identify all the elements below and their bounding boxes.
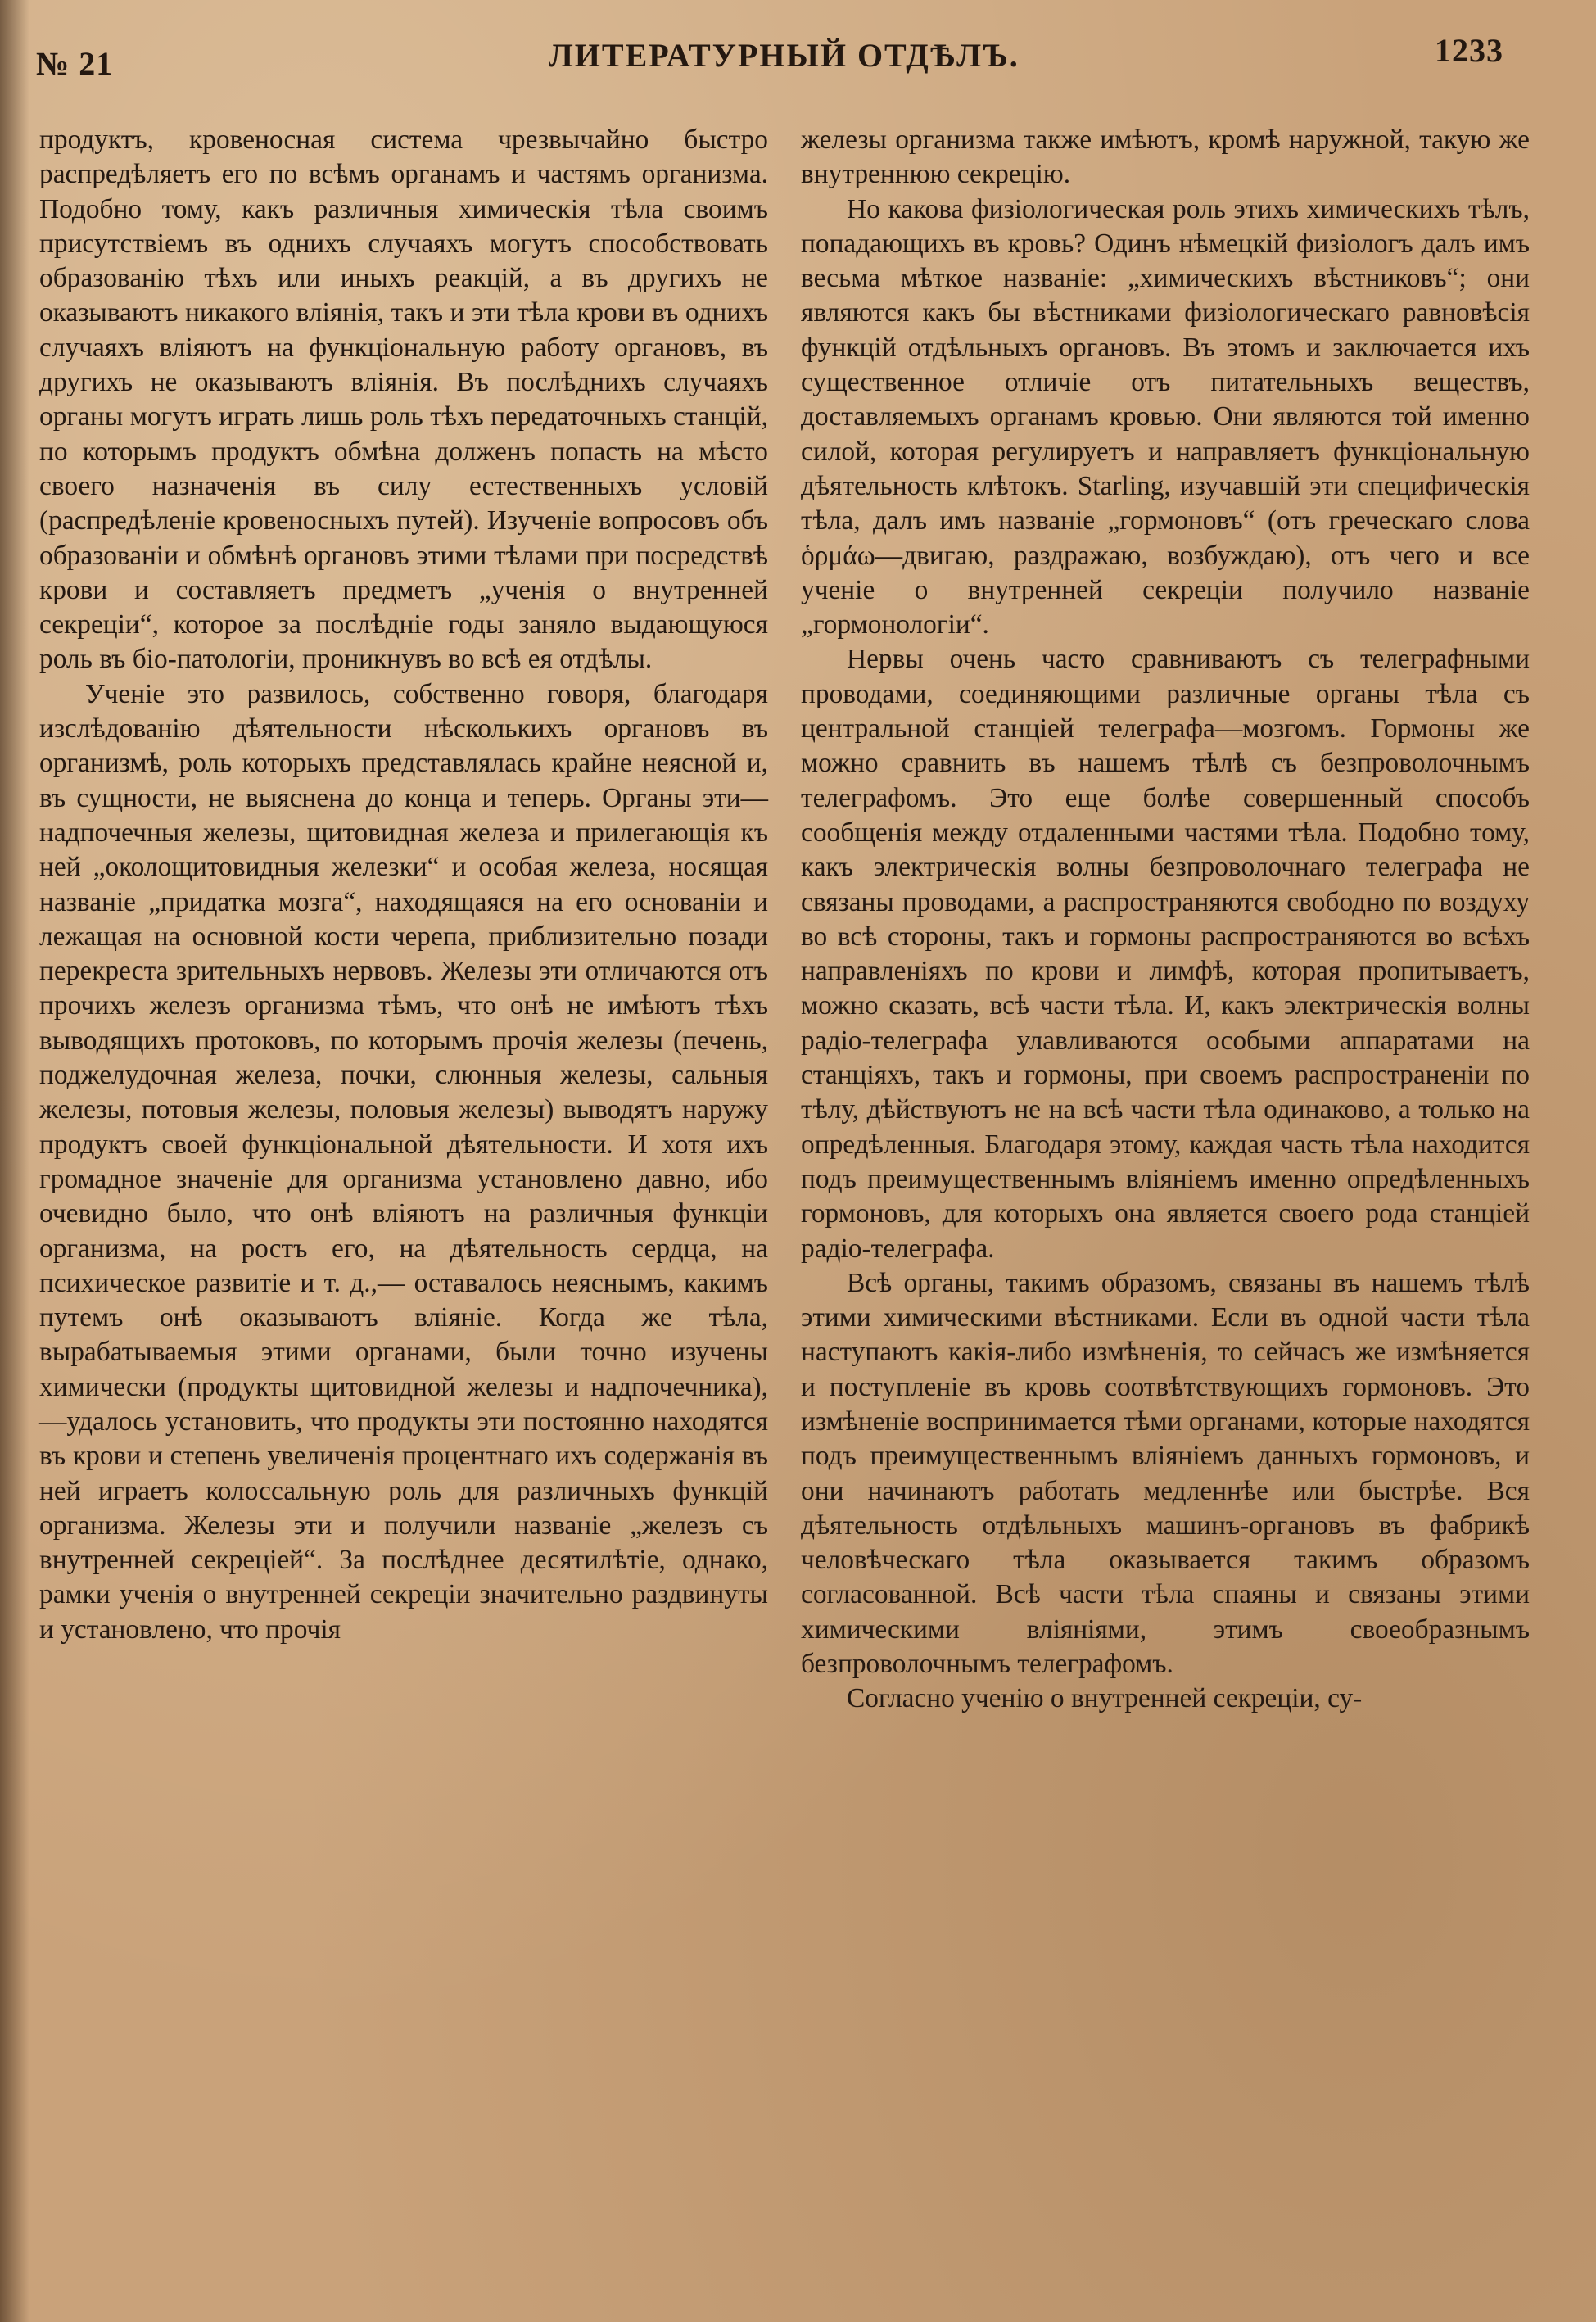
running-head — [0, 28, 1596, 82]
paragraph: Согласно ученію о внутренней секреціи, су- — [847, 1683, 1363, 1714]
paragraph: Ученіе это развилось, собственно говоря, благодаря изслѣдованію дѣятельности нѣсколькихъ органовъ въ организмѣ, роль которыхъ представлялась крайне неясной и, въ сущности, не выяснена до конца и теперь. Органы эти— надпочечныя железы, щитовидная железа и прилегающія къ ней „околощитовидныя железки“ и особая железа, носящая названіе „придатка мозга“, находящаяся на его основаніи и лежащая на основной кости черепа, приблизительно позади перекреста зрительныхъ нервовъ. Железы эти отличаются отъ прочихъ железъ организма тѣмъ, что онѣ не имѣютъ тѣхъ выводящихъ протоковъ, по которымъ прочія железы (печень, поджелудочная железа, почки, слюнныя железы, сальныя железы, потовыя железы, половыя железы) выводятъ наружу продуктъ своей функціональной дѣятельности. И хотя ихъ громадное значеніе для организма установлено давно, ибо очевидно было, что онѣ вліяютъ на различныя функціи организма, на ростъ его, на дѣятельность сердца, на психическое развитіе и т. д.,— оставалось неяснымъ, какимъ путемъ онѣ оказываютъ вліяніе. Когда же тѣла, вырабатываемыя этими органами, были точно изучены химически (продукты щитовидной железы и надпочечника),—удалось установить, что продукты эти постоянно находятся въ крови и степень увеличенія процентнаго ихъ содержанія въ ней играетъ колоссальную роль для различныхъ функцій организма. Железы эти и получили названіе „железъ съ внутренней секреціей“. За послѣднее десятилѣтіе, однако, рамки ученія о внутренней секреціи значительно раздвинуты и установлено, что прочія — [39, 678, 768, 1645]
paragraph: Но какова физіологическая роль этихъ химическихъ тѣлъ, попадающихъ въ кровь? Одинъ нѣмецкій физіологъ далъ имъ весьма мѣткое названіе: „химическихъ вѣстниковъ“; они являются какъ бы вѣстниками физіологическаго равновѣсія функцій отдѣльныхъ органовъ. Въ этомъ и заключается ихъ существенное отличіе отъ питательныхъ веществъ, доставляемыхъ органамъ кровью. Они являются той именно силой, которая регулируетъ и направляетъ функціональную дѣятельность клѣтокъ. Starling, изучавшій эти специфическія тѣла, далъ имъ названіе „гормоновъ“ (отъ греческаго слова ὁρμάω—двигаю, раздражаю, возбуждаю), отъ чего и все ученіе о внутренней секреціи получило названіе „гормонологіи“. — [801, 193, 1530, 640]
right-column — [801, 123, 1530, 1717]
paragraph: продуктъ, кровеносная система чрезвычайно быстро распредѣляетъ его по всѣмъ органамъ и частямъ организма. Подобно тому, какъ различныя химическія тѣла своимъ присутствіемъ въ однихъ случаяхъ могутъ способствовать образованію тѣхъ или иныхъ реакцій, а въ другихъ не оказываютъ никакого вліянія, такъ и эти тѣла крови въ однихъ случаяхъ вліяютъ на функціональную работу органовъ, въ другихъ не оказываютъ вліянія. Въ послѣднихъ случаяхъ органы могутъ играть лишь роль тѣхъ передаточныхъ станцій, по которымъ продуктъ обмѣна долженъ попасть на мѣсто своего назначенія въ силу естественныхъ условій (распредѣленіе кровеносныхъ путей). Изученіе вопросовъ объ образованіи и обмѣнѣ органовъ этими тѣлами при посредствѣ крови и составляетъ предметъ „ученія о внутренней секреціи“, которое за послѣдніе годы заняло выдающуюся роль въ біо-патологіи, проникнувъ во всѣ ея отдѣлы. — [39, 124, 768, 675]
paragraph: железы организма также имѣютъ, кромѣ наружной, такую же внутреннюю секрецію. — [801, 124, 1530, 190]
issue-number: № 21 — [36, 45, 114, 82]
page-number: 1233 — [1435, 32, 1503, 69]
paragraph: Всѣ органы, такимъ образомъ, связаны въ нашемъ тѣлѣ этими химическими вѣстниками. Если въ одной части тѣла наступаютъ какія-либо измѣненія, то сейчасъ же измѣняется и поступленіе въ кровь соотвѣтствующихъ гормоновъ. Это измѣненіе воспринимается тѣми органами, которые находятся подъ преимущественнымъ вліяніемъ данныхъ гормоновъ, и они начинаютъ работать медленнѣе или быстрѣе. Вся дѣятельность отдѣльныхъ машинъ-органовъ въ фабрикѣ человѣческаго тѣла оказывается такимъ образомъ согласованной. Всѣ части тѣла спаяны и связаны этими химическими вліяніями, этимъ своеобразнымъ безпроволочнымъ телеграфомъ. — [801, 1267, 1530, 1680]
left-column — [39, 123, 768, 1647]
paragraph: Нервы очень часто сравниваютъ съ телеграфными проводами, соединяющими различные органы тѣла съ центральной станціей телеграфа—мозгомъ. Гормоны же можно сравнить въ нашемъ тѣлѣ съ безпроволочнымъ телеграфомъ. Это еще болѣе совершенный способъ сообщенія между отдаленными частями тѣла. Подобно тому, какъ электрическія волны безпроволочнаго телеграфа не связаны проводами, а распространяются свободно по воздуху во всѣ стороны, такъ и гормоны распространяются во всѣхъ направленіяхъ по крови и лимфѣ, которая пропитываетъ, можно сказать, всѣ части тѣла. И, какъ электрическія волны радіо-телеграфа улавливаются особыми аппаратами на станціяхъ, такъ и гормоны, при своемъ распространеніи по тѣлу, дѣйствуютъ не на всѣ части тѣла одинаково, а только на опредѣленныя. Благодаря этому, каждая часть тѣла находится подъ преимущественнымъ вліяніемъ именно опредѣленныхъ гормоновъ, для которыхъ она является своего рода станціей радіо-телеграфа. — [801, 644, 1530, 1264]
section-title: ЛИТЕРАТУРНЫЙ ОТДѢЛЪ. — [549, 37, 1020, 74]
binding-shadow — [0, 0, 29, 2322]
